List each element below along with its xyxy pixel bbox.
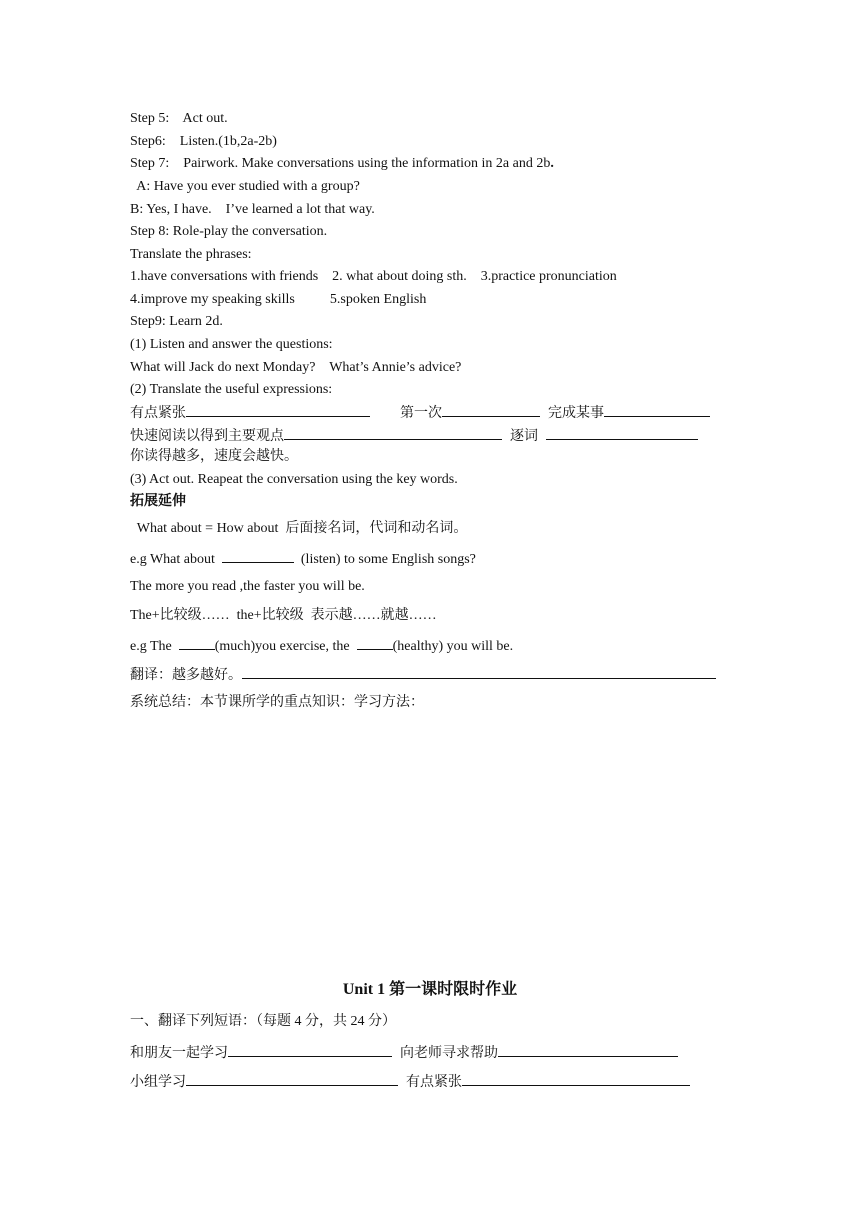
blank-line[interactable]: [228, 1043, 392, 1057]
item-ask-teacher-help: 向老师寻求帮助: [400, 1046, 498, 1061]
step-7: [130, 155, 554, 173]
translate-title: Translate the phrases:: [130, 247, 252, 262]
blank-line[interactable]: [186, 1072, 398, 1086]
expr-word-by-word: 逐词: [510, 429, 538, 444]
blank-line[interactable]: [357, 636, 393, 650]
homework-row-1: [130, 1043, 678, 1063]
blank-line[interactable]: [462, 1072, 690, 1086]
dialog-line-b: B: Yes, I have. I’ve learned a lot that way.: [130, 202, 375, 217]
expr-nervous: 有点紧张: [130, 406, 186, 421]
blank-line[interactable]: [179, 636, 215, 650]
example-1-end: (listen) to some English songs?: [293, 552, 476, 567]
example-1: [130, 549, 476, 569]
question-3: (3) Act out. Reapeat the conversation using the key words.: [130, 472, 458, 487]
expr-read-quickly: 快速阅读以得到主要观点: [130, 429, 284, 444]
blank-line[interactable]: [284, 426, 502, 440]
blank-line[interactable]: [222, 549, 294, 563]
question-1-text: What will Jack do next Monday? What’s Annie’s advice?: [130, 360, 462, 375]
blank-line[interactable]: [186, 403, 370, 417]
what-about-rule: What about = How about 后面接名词，代词和动名词。: [130, 521, 468, 536]
homework-section-1: 一、翻译下列短语：（每题 4 分，共 24 分）: [130, 1014, 396, 1029]
expr-first-time: 第一次: [400, 406, 442, 421]
expr-finish-something: 完成某事: [548, 406, 604, 421]
homework-title: Unit 1 第一课时限时作业: [342, 981, 518, 998]
translate-label: 翻译：越多越好。: [130, 668, 242, 683]
step-7-dot: .: [550, 156, 554, 171]
example-1-start: e.g What about: [130, 552, 222, 567]
system-summary: 系统总结：本节课所学的重点知识：学习方法：: [130, 695, 424, 710]
dialog-line-a: A: Have you ever studied with a group?: [130, 179, 360, 194]
example-2-start: e.g The: [130, 639, 179, 654]
more-read-sentence: The more you read ,the faster you will be.: [130, 579, 365, 594]
step-8: Step 8: Role-play the conversation.: [130, 224, 328, 239]
item-study-with-friends: 和朋友一起学习: [130, 1046, 228, 1061]
example-2-end: (healthy) you will be.: [392, 639, 514, 654]
blank-line[interactable]: [604, 403, 710, 417]
blank-line[interactable]: [498, 1043, 678, 1057]
example-2: [130, 636, 513, 656]
step-5: Step 5: Act out.: [130, 111, 228, 126]
question-1-title: (1) Listen and answer the questions:: [130, 337, 333, 352]
homework-row-2: [130, 1072, 690, 1092]
blank-line[interactable]: [242, 665, 716, 679]
expressions-row-3: 你读得越多，速度会越快。: [130, 449, 298, 464]
item-group-study: 小组学习: [130, 1075, 186, 1090]
step-7-text: Step 7: Pairwork. Make conversations using the information in 2a and 2b: [130, 156, 551, 171]
comparative-rule: The+比较级…… the+比较级 表示越……就越……: [130, 608, 437, 623]
extension-heading: 拓展延伸: [130, 494, 186, 509]
blank-line[interactable]: [442, 403, 540, 417]
translate-sentence: [130, 665, 716, 685]
step-9: Step9: Learn 2d.: [130, 314, 223, 329]
step-6: Step6: Listen.(1b,2a-2b): [130, 134, 277, 149]
example-2-middle: (much)you exercise, the: [214, 639, 357, 654]
phrases-line-1: 1.have conversations with friends 2. what about doing sth. 3.practice pronunciation: [130, 269, 617, 284]
expressions-row-1: [130, 403, 710, 423]
phrases-line-2: 4.improve my speaking skills 5.spoken English: [130, 292, 427, 307]
item-a-bit-nervous: 有点紧张: [406, 1075, 462, 1090]
blank-line[interactable]: [546, 426, 698, 440]
question-2-title: (2) Translate the useful expressions:: [130, 382, 333, 397]
expressions-row-2: [130, 426, 698, 446]
